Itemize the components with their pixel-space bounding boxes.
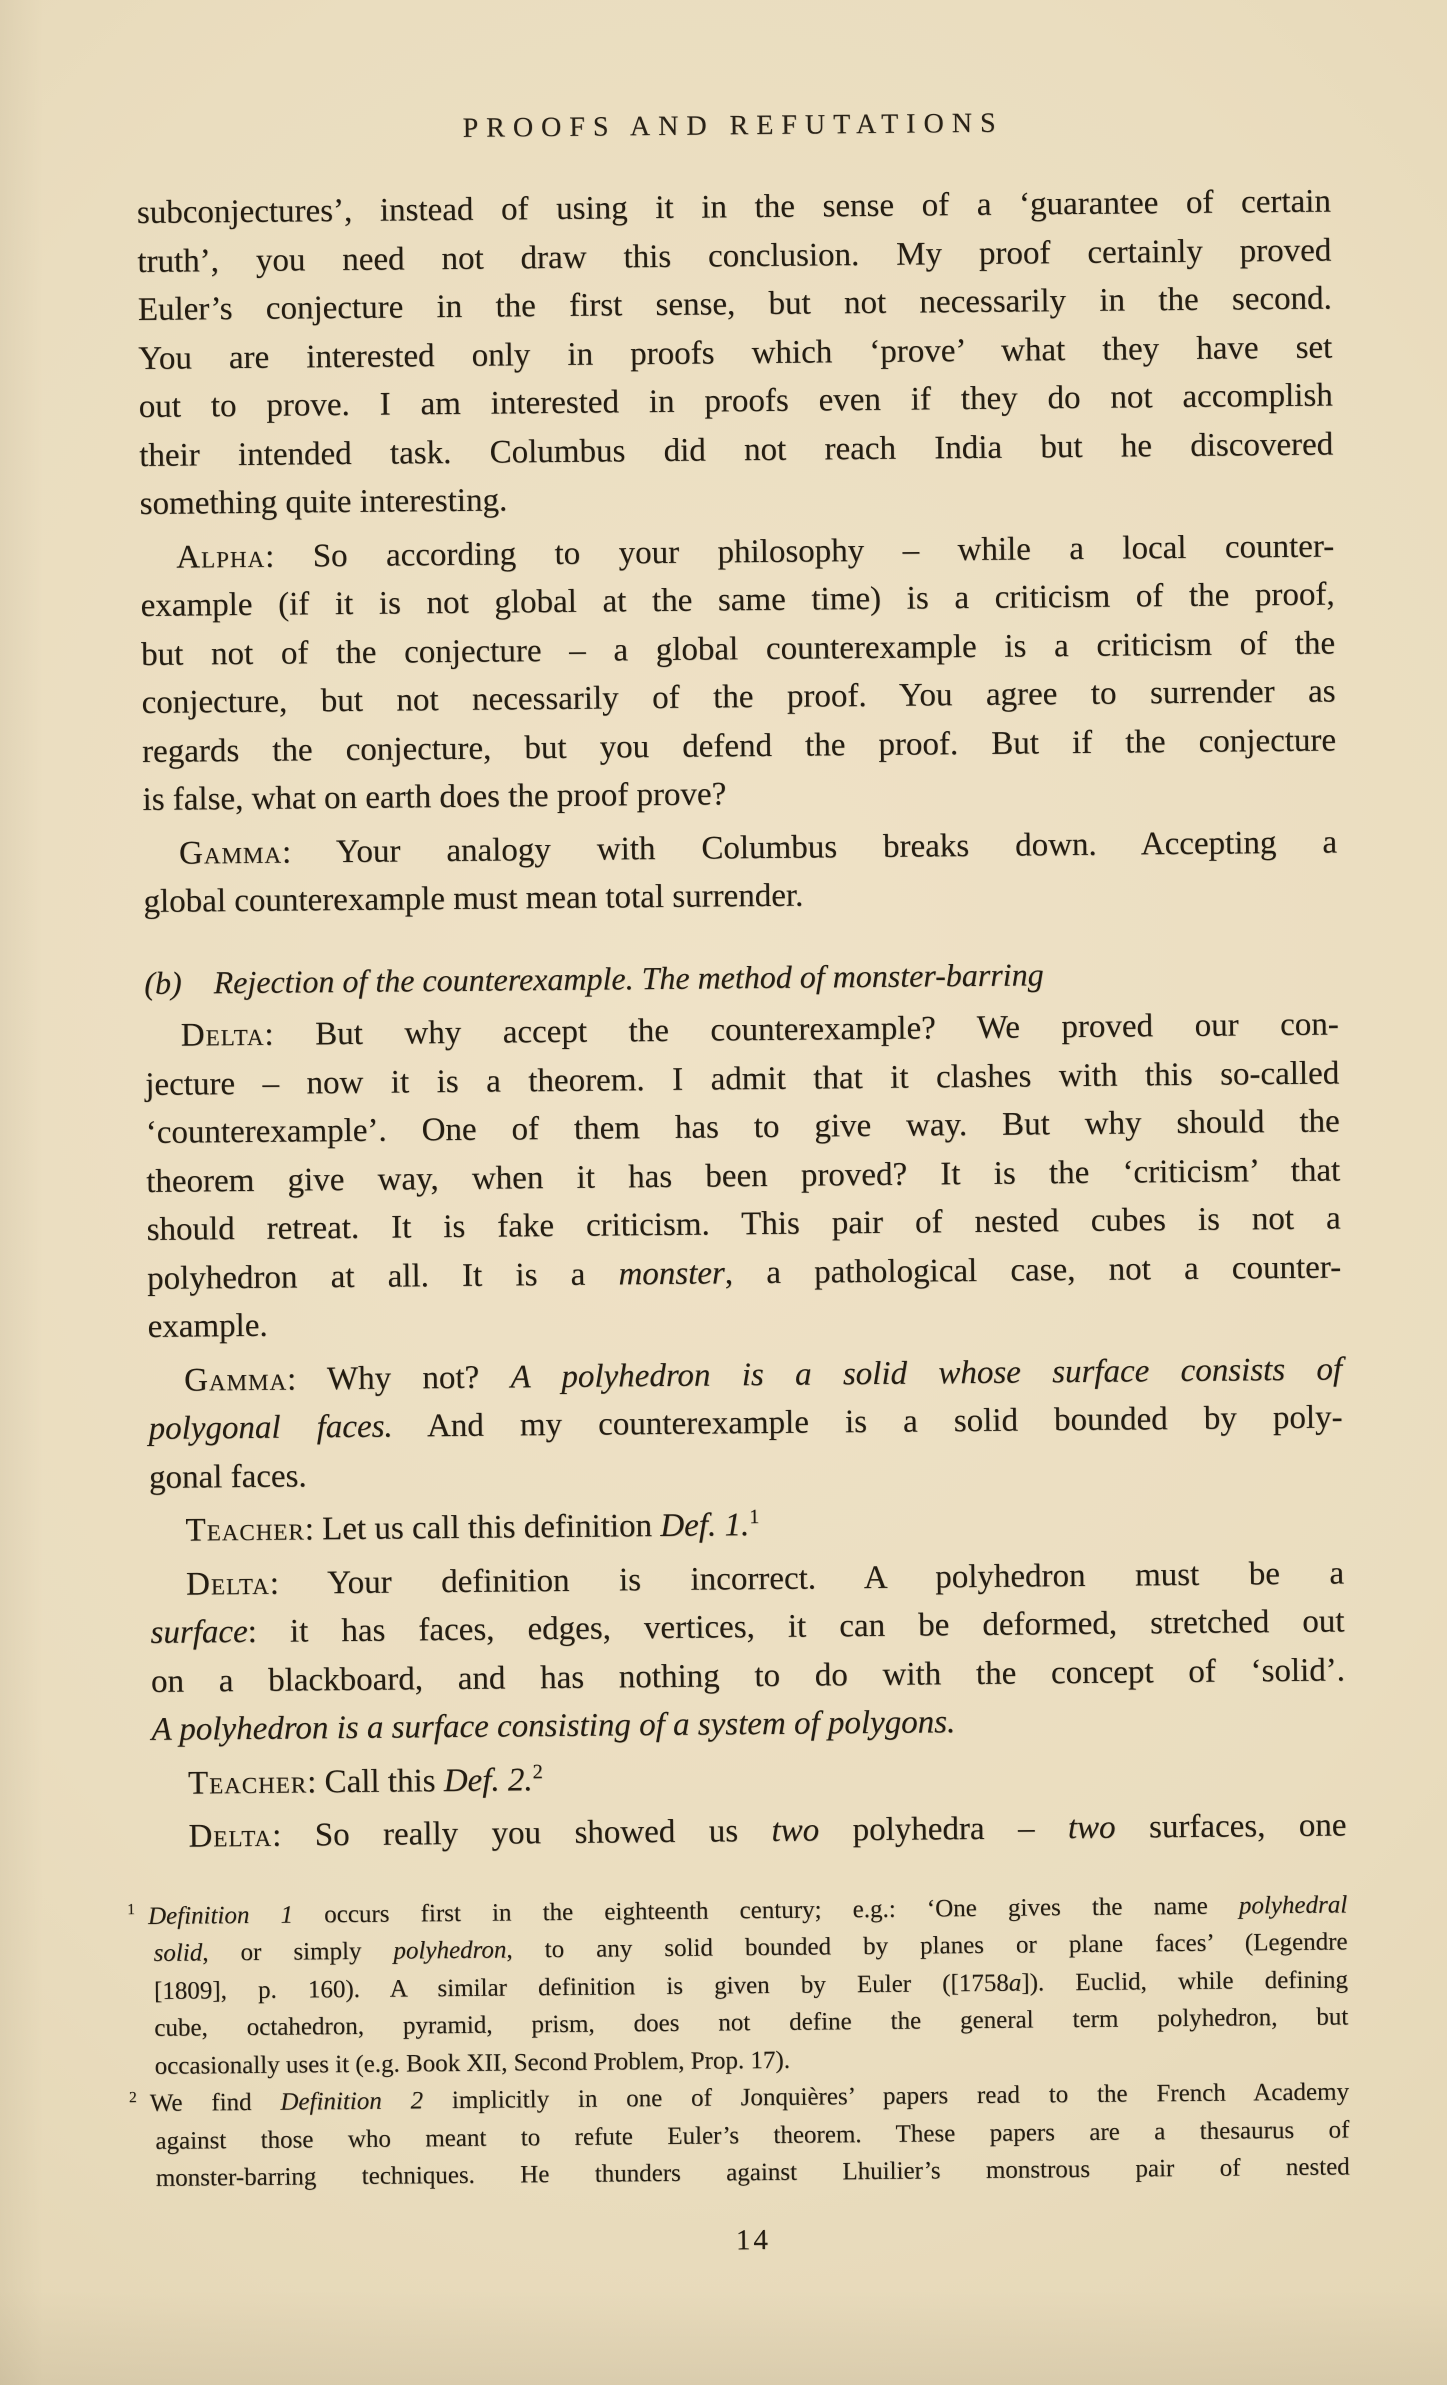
text-run: monster-barring techniques. He thunders against Lhuilier’s monstrous pair of nested bbox=[155, 2153, 1350, 2192]
text-run: gonal faces. bbox=[148, 1457, 307, 1496]
text-run: out to prove. I am interested in proofs even if they do not accomplish bbox=[138, 377, 1333, 425]
text-run: [1809], p. 160). A similar definition is given by Euler ([1758 bbox=[153, 1969, 1009, 2005]
text-run: occurs first in the eighteenth century; e.g.: ‘One gives the name bbox=[292, 1891, 1240, 1929]
speaker-name: Gamma bbox=[183, 1361, 288, 1399]
text-run: : Why not? bbox=[286, 1358, 511, 1398]
text-run: two bbox=[771, 1812, 820, 1849]
text-run: theorem give way, when it has been proved? It is the ‘criticism’ that bbox=[146, 1151, 1341, 1200]
text-run: polyhedron at all. It is a bbox=[146, 1255, 619, 1297]
text-run: a bbox=[1008, 1969, 1022, 1997]
text-run: conjecture, but not necessarily of the proof. You agree to surrender as bbox=[141, 673, 1336, 721]
text-run: Rejection of the counterexample. The method of monster-barring bbox=[213, 955, 1044, 1000]
speaker-name: Delta bbox=[188, 1817, 273, 1855]
text-run: surface bbox=[150, 1613, 248, 1651]
text-run: global counterexample must mean total surrender. bbox=[143, 877, 804, 920]
text-run: (b) bbox=[144, 964, 182, 1001]
text-run: regards the conjecture, but you defend the proof. But if the conjecture bbox=[141, 722, 1337, 770]
speaker-name: Teacher bbox=[187, 1763, 308, 1802]
section-heading bbox=[144, 947, 1338, 1007]
paragraph-delta bbox=[145, 1000, 1342, 1351]
paragraph-gamma bbox=[143, 818, 1338, 926]
text-run: Def. 2. bbox=[443, 1761, 533, 1799]
page-content bbox=[127, 106, 1351, 2263]
text-run: Definition 2 bbox=[280, 2087, 424, 2116]
text-run: two bbox=[1067, 1809, 1116, 1847]
text-run: : Let us call this definition bbox=[304, 1508, 661, 1548]
text-run: polyhedron bbox=[393, 1936, 507, 1965]
body-text bbox=[137, 178, 1347, 1862]
text-line bbox=[139, 469, 1333, 529]
text-line bbox=[151, 1694, 1345, 1754]
text-run: subconjectures’, instead of using it in the sense of a ‘guarantee of certain bbox=[136, 183, 1332, 231]
speaker-name: Gamma bbox=[178, 834, 283, 872]
paragraph-teacher bbox=[149, 1495, 1343, 1555]
text-run: polygonal faces. bbox=[148, 1408, 393, 1447]
text-run: A polyhedron is a surface consisting of a system of polygons. bbox=[151, 1704, 956, 1748]
footnote-2 bbox=[128, 2073, 1350, 2197]
text-run: You are interested only in proofs which ‘prove’ what they have set bbox=[138, 329, 1333, 377]
footnote-reference: 1 bbox=[749, 1506, 760, 1529]
paragraph-gamma-2 bbox=[148, 1345, 1343, 1502]
text-run: truth’, you need not draw this conclusion. My proof certainly proved bbox=[137, 232, 1332, 280]
text-line bbox=[152, 1801, 1346, 1861]
footnote-marker: 2 bbox=[128, 2088, 137, 2106]
text-run: monster bbox=[618, 1254, 725, 1292]
text-run bbox=[181, 964, 213, 1000]
text-run: solid bbox=[153, 1939, 203, 1967]
text-line bbox=[149, 1495, 1343, 1555]
footnote-marker: 1 bbox=[127, 1901, 136, 1919]
text-run: their intended task. Columbus did not reach India but he discovered bbox=[139, 426, 1334, 474]
text-run: polyhedral bbox=[1238, 1890, 1348, 1919]
text-run: : But why accept the counterexample? We proved our con- bbox=[264, 1006, 1339, 1053]
text-run: , a pathological case, not a counter- bbox=[724, 1248, 1342, 1291]
text-run: Definition 1 bbox=[147, 1901, 294, 1930]
text-run: cube, octahedron, pyramid, prism, does not define the general term polyhedron, but bbox=[154, 2003, 1349, 2042]
text-run: against those who meant to refute Euler’s theorem. These papers are a thesaurus of bbox=[155, 2115, 1350, 2155]
paragraph-delta-3 bbox=[152, 1801, 1346, 1861]
text-run: : Call this bbox=[306, 1762, 444, 1800]
text-line bbox=[144, 947, 1338, 1007]
speaker-name: Delta bbox=[185, 1565, 270, 1603]
text-run: A polyhedron is a solid whose surface consists of bbox=[510, 1350, 1343, 1395]
speaker-name: Alpha bbox=[176, 538, 266, 576]
text-run: example. bbox=[147, 1307, 268, 1345]
text-line bbox=[152, 1748, 1346, 1808]
speaker-name: Teacher bbox=[185, 1511, 305, 1549]
text-run: jecture – now it is a theorem. I admit that it clashes with this so-called bbox=[145, 1054, 1340, 1103]
text-run: We find bbox=[149, 2088, 281, 2117]
text-line bbox=[143, 867, 1337, 927]
text-line bbox=[142, 765, 1336, 825]
text-run: Def. 1. bbox=[660, 1507, 750, 1545]
text-run: polyhedra – bbox=[819, 1810, 1069, 1849]
text-run: Euler’s conjecture in the first sense, but not necessarily in the second. bbox=[137, 280, 1332, 328]
text-run: , or simply bbox=[202, 1937, 394, 1967]
paragraph-teacher-2 bbox=[152, 1748, 1346, 1808]
text-run: And my counterexample is a solid bounded by poly- bbox=[392, 1399, 1343, 1445]
paragraph-continuation bbox=[137, 178, 1334, 529]
text-run: is false, what on earth does the proof prove? bbox=[142, 776, 727, 818]
text-run: implicitly in one of Jonquières’ papers read to the French Academy bbox=[422, 2078, 1350, 2115]
text-run: : So really you showed us bbox=[271, 1812, 772, 1854]
speaker-name: Delta bbox=[180, 1016, 265, 1054]
text-run: : Your definition is incorrect. A polyhedron must be a bbox=[269, 1554, 1345, 1602]
text-run: : it has faces, edges, vertices, it can be deformed, stretched out bbox=[247, 1603, 1345, 1650]
running-header: PROOFS AND REFUTATIONS bbox=[462, 107, 1004, 144]
text-run: on a blackboard, and has nothing to do with the concept of ‘solid’. bbox=[150, 1651, 1346, 1700]
text-run: , to any solid bounded by planes or plane faces’ (Legendre bbox=[506, 1928, 1348, 1964]
paragraph-delta-2 bbox=[150, 1549, 1346, 1754]
text-run: : Your analogy with Columbus breaks down. Accepting a bbox=[281, 824, 1338, 871]
text-run: should retreat. It is fake criticism. This pair of nested cubes is not a bbox=[146, 1200, 1341, 1248]
paragraph-alpha bbox=[140, 522, 1337, 824]
footnote-reference: 2 bbox=[532, 1760, 543, 1783]
text-run: ‘counterexample’. One of them has to give way. But why should the bbox=[145, 1103, 1340, 1151]
text-run: surfaces, one bbox=[1115, 1807, 1347, 1846]
footnotes bbox=[127, 1886, 1350, 2197]
text-run: occasionally uses it (e.g. Book XII, Second Problem, Prop. 17). bbox=[154, 2046, 791, 2080]
text-run: : So according to your philosophy – while a local counter- bbox=[264, 528, 1335, 575]
text-run: ]). Euclid, while defining bbox=[1021, 1965, 1349, 1997]
text-run: but not of the conjecture – a global counterexample is a criticism of the bbox=[140, 625, 1336, 673]
footnote-1 bbox=[127, 1886, 1349, 2085]
text-run: example (if it is not global at the same time) is a criticism of the proof, bbox=[140, 576, 1335, 624]
text-run: something quite interesting. bbox=[139, 482, 508, 522]
page-number: 14 bbox=[735, 2223, 772, 2256]
